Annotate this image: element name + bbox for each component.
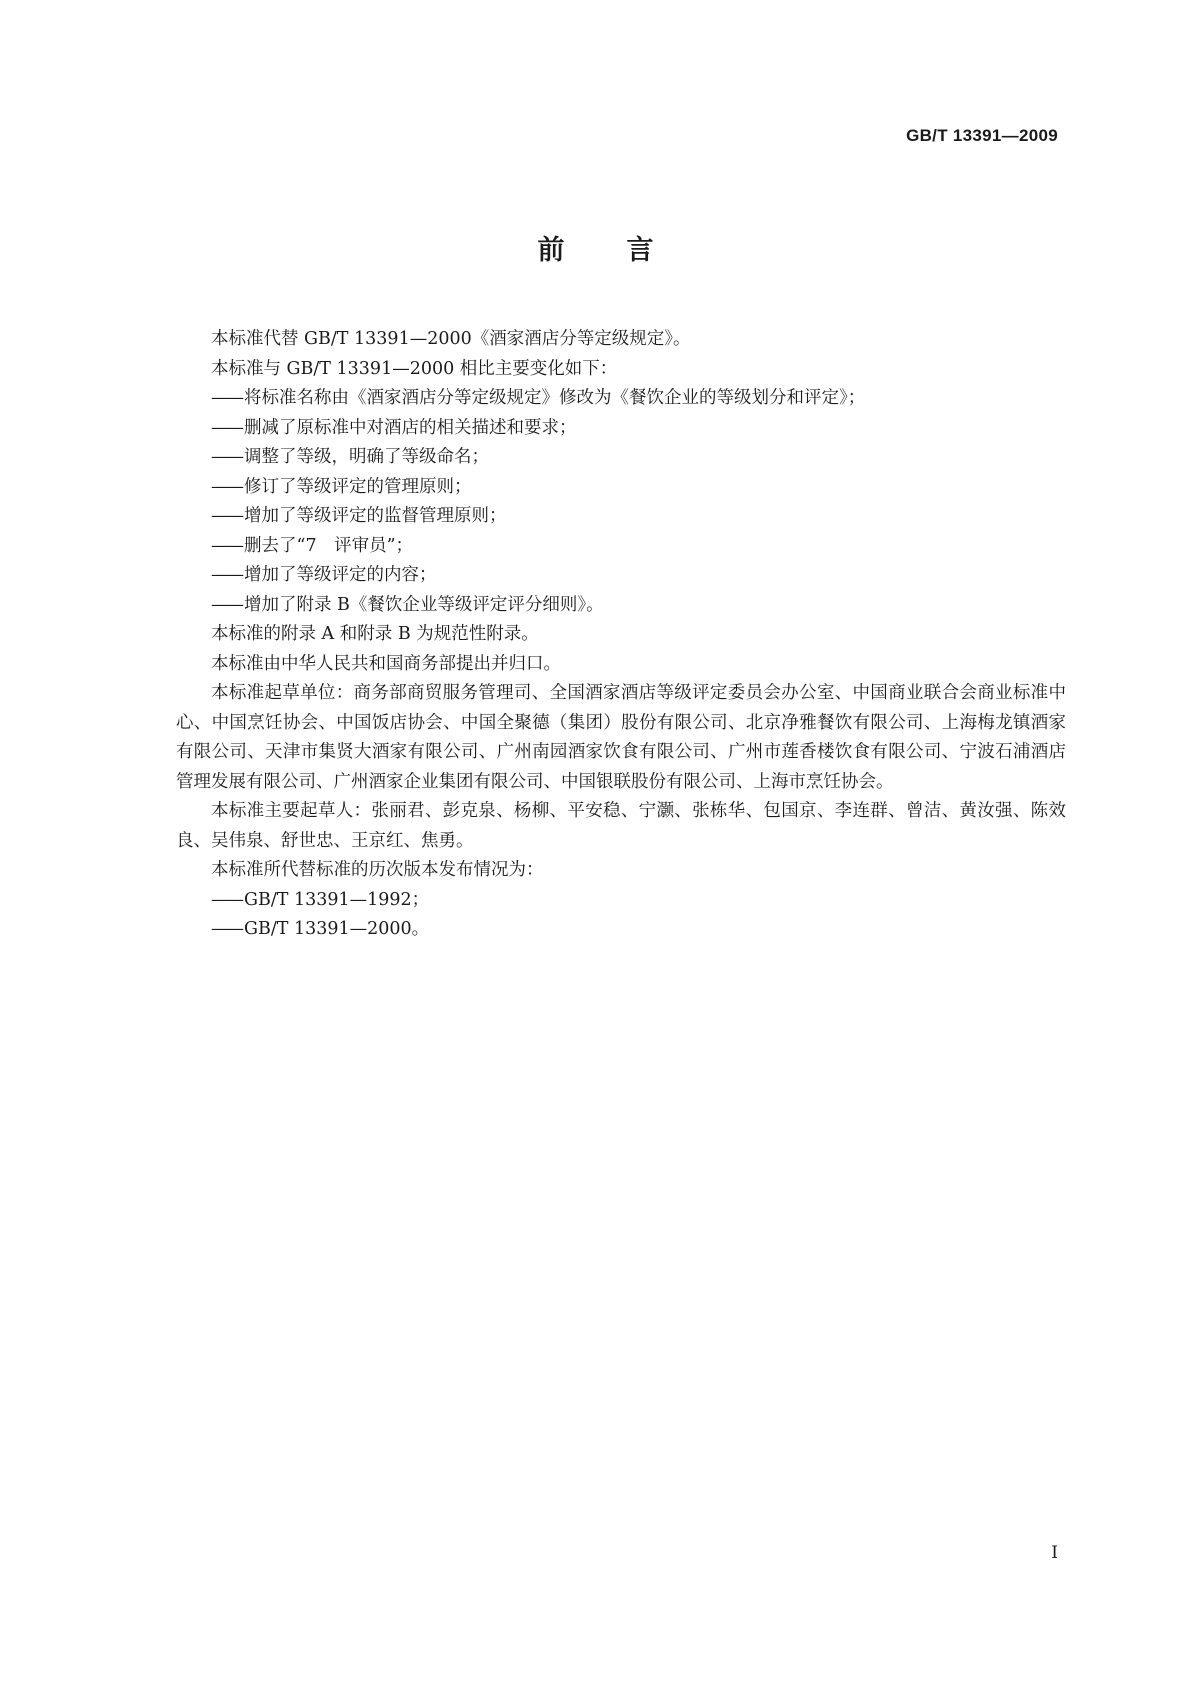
- dash-marker: ——: [211, 919, 242, 939]
- list-item: [176, 886, 1066, 916]
- paragraph-drafting-units: 本标准起草单位：商务部商贸服务管理司、全国酒家酒店等级评定委员会办公室、中国商业联合会商业标准中心、中国烹饪协会、中国饭店协会、中国全聚德（集团）股份有限公司、北京净雅餐饮有限公司、上海梅龙镇酒家有限公司、天津市集贤大酒家有限公司、广州南园酒家饮食有限公司、广州市莲香楼饮食有限公司、宁波石浦酒店管理发展有限公司、广州酒家企业集团有限公司、中国银联股份有限公司、上海市烹饪协会。: [176, 683, 1066, 792]
- list-item-text: 修订了等级评定的管理原则；: [244, 476, 472, 497]
- list-item-text: 增加了等级评定的内容；: [244, 565, 437, 585]
- list-item: [176, 443, 1066, 473]
- list-item-text: 调整了等级，明确了等级命名；: [244, 447, 489, 467]
- list-item: [176, 384, 1066, 414]
- paragraph-proposer: 本标准由中华人民共和国商务部提出并归口。: [211, 653, 561, 674]
- list-item-text: 增加了附录 B《餐饮企业等级评定评分细则》。: [244, 594, 604, 615]
- list-item: [176, 591, 1066, 621]
- list-item-text: 删减了原标准中对酒店的相关描述和要求；: [244, 417, 577, 438]
- dash-marker: ——: [211, 565, 242, 585]
- list-item-text: 增加了等级评定的监督管理原则；: [244, 506, 507, 526]
- list-item: [176, 414, 1066, 444]
- dash-marker: ——: [211, 506, 242, 526]
- paragraph-history-intro: 本标准所代替标准的历次版本发布情况为：: [211, 860, 544, 880]
- standard-number: GB/T 13391—2009: [906, 126, 1058, 145]
- dash-marker: ——: [211, 889, 242, 910]
- list-item: [176, 502, 1066, 532]
- list-item: [176, 473, 1066, 503]
- list-item-text: 将标准名称由《酒家酒店分等定级规定》修改为《餐饮企业的等级划分和评定》；: [244, 388, 866, 408]
- dash-marker: ——: [211, 535, 242, 556]
- list-item-text: GB/T 13391—1992；: [244, 889, 430, 910]
- list-item: [176, 915, 1066, 945]
- dash-marker: ——: [211, 476, 242, 497]
- dash-marker: ——: [211, 594, 242, 615]
- list-item: [176, 532, 1066, 562]
- dash-marker: ——: [211, 447, 242, 467]
- history-list: [176, 886, 1066, 945]
- changes-list: [176, 384, 1066, 620]
- list-item-text: 删去了“7 评审员”；: [244, 535, 414, 556]
- page-number: I: [1051, 1543, 1058, 1563]
- dash-marker: ——: [211, 388, 242, 408]
- dash-marker: ——: [211, 417, 242, 438]
- paragraph-annexes: 本标准的附录 A 和附录 B 为规范性附录。: [211, 624, 539, 644]
- list-item-text: GB/T 13391—2000。: [244, 919, 430, 939]
- paragraph-replaces: 本标准代替 GB/T 13391—2000《酒家酒店分等定级规定》。: [211, 329, 691, 349]
- page-title: 前言: [537, 235, 716, 266]
- paragraph-drafters: 本标准主要起草人：张丽君、彭克泉、杨柳、平安稳、宁灏、张栋华、包国京、李连群、曾洁、黄汝强、陈效良、吴伟泉、舒世忠、王京红、焦勇。: [176, 801, 1066, 851]
- paragraph-changes-intro: 本标准与 GB/T 13391—2000 相比主要变化如下：: [211, 358, 618, 379]
- document-body: [176, 325, 1066, 945]
- list-item: [176, 561, 1066, 591]
